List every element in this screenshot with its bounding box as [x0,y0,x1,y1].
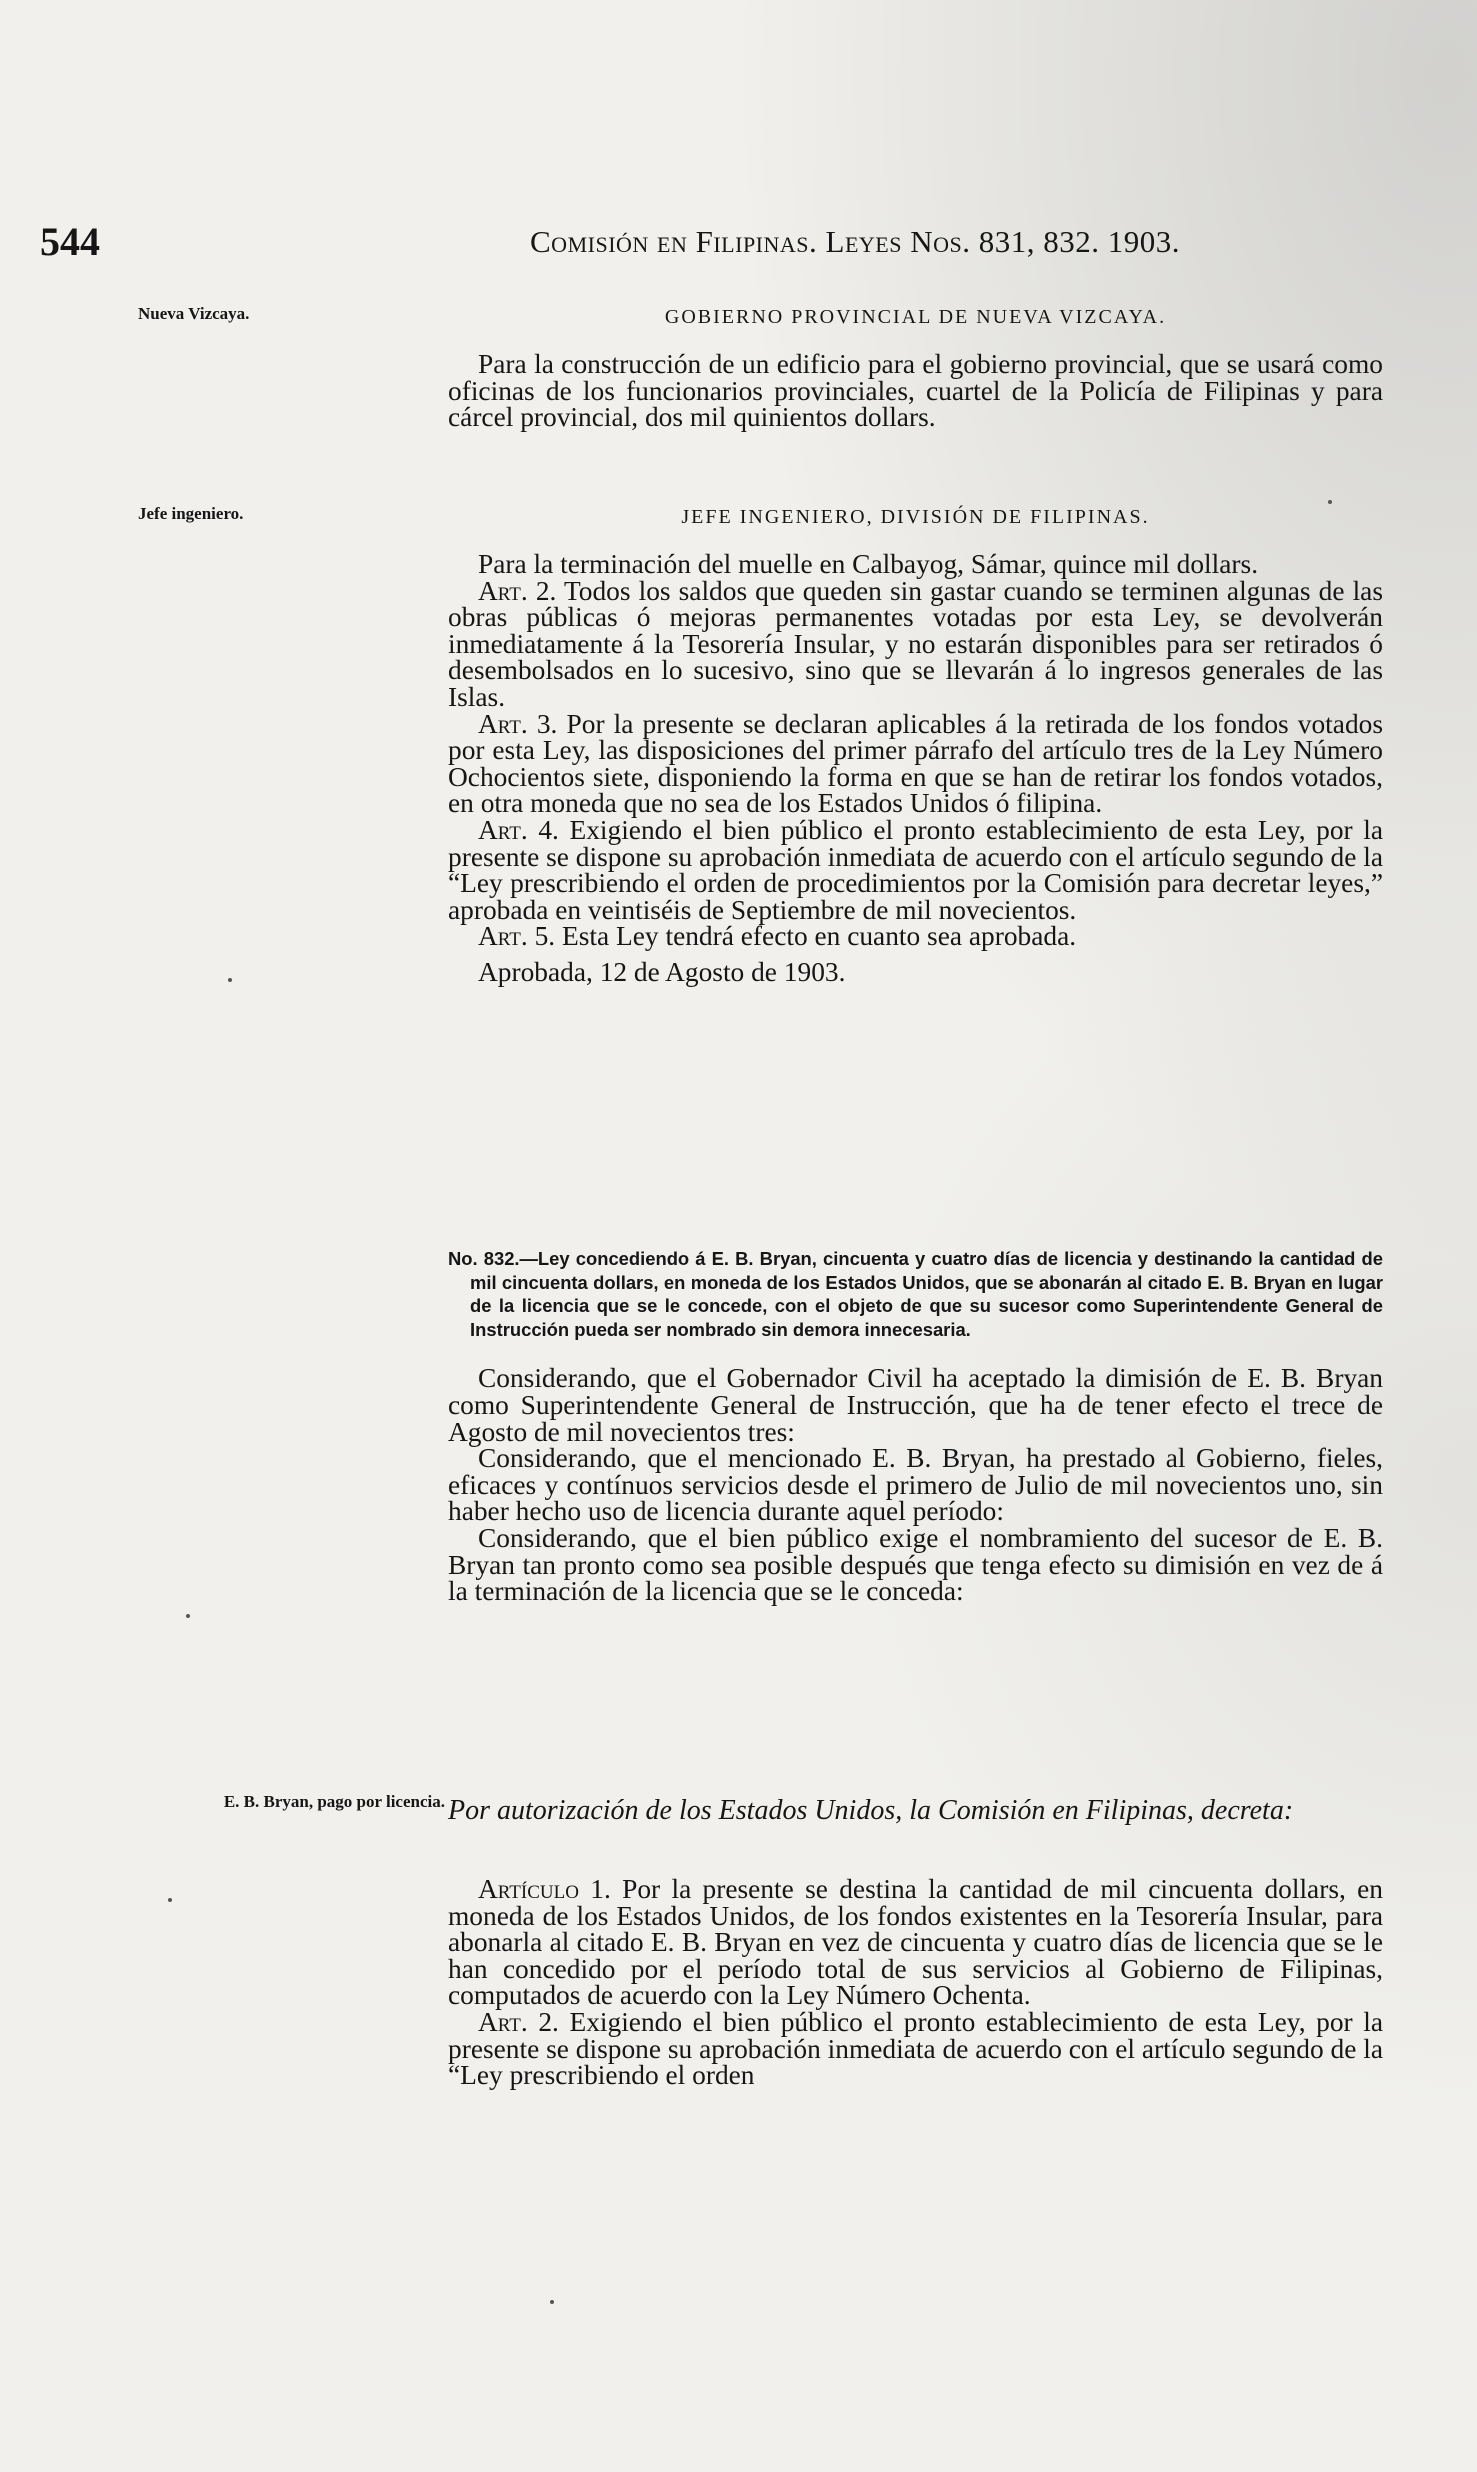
article-label: Art. 3. [478,708,558,739]
article-label: Art. 5. [478,921,556,952]
article-text: Todos los saldos que queden sin gastar cuando se terminen algunas de las obras públicas ó mejoras permanentes votadas por esta Ley, se devolverán inmediatamente á la Tesorería Insular, y no estarán disponibles para ser retirados ó desembolsados en lo sucesivo, sino que se llevarán á lo ingresos generales de las Islas. [448,575,1383,712]
scan-speck [168,1898,172,1902]
whereas-clause: Considerando, que el bien público exige el nombramiento del sucesor de E. B. Bryan tan pronto como sea posible después que tenga efecto su dimisión en vez de á la terminación de la licencia que se le conceda: [448,1522,1383,1607]
page-number: 544 [40,219,100,264]
law-832 [448,1247,1383,1605]
whereas-clauses [448,1363,1383,1607]
law-831-article-2 [448,575,1383,712]
section-heading: GOBIERNO PROVINCIAL DE NUEVA VIZCAYA. [664,306,1167,328]
section-heading: JEFE INGENIERO, DIVISIÓN DE FILIPINAS. [681,506,1150,528]
article-text: Exigiendo el bien público el pronto establecimiento de esta Ley, por la presente se dispone su aprobación inmediata de acuerdo con el artículo segundo de la “Ley prescribiendo el orden [448,2006,1383,2091]
article-label: Art. 4. [478,814,559,845]
section-nueva-vizcaya [448,306,1383,431]
paragraph: Para la construcción de un edificio para el gobierno provincial, que se usará como oficinas de los funcionarios provinciales, cuartel de la Policía de Filipinas y para cárcel provincial, dos mil quinientos dollars. [448,349,1383,433]
law-832-article-2 [448,2006,1383,2091]
article-label: Art. 2. [478,575,557,606]
law-832-title: No. 832.—Ley concediendo á E. B. Bryan, cincuenta y cuatro días de licencia y destinando la cantidad de mil cincuenta dollars, en moneda de los Estados Unidos, que se abonarán al citado E. B. Bryan en lugar de la licencia que se le concede, con el objeto de que su sucesor como Superintendente General de Instrucción pueda ser nombrado sin demora innecesaria. [448,1248,1383,1340]
scan-speck [1328,500,1332,504]
whereas-clause: Considerando, que el mencionado E. B. Bryan, ha prestado al Gobierno, fieles, eficaces y contínuos servicios desde el primero de Julio de mil novecientos uno, sin haber hecho uso de licencia durante aquel período: [448,1443,1383,1527]
scan-speck [550,2300,554,2304]
margin-note-nueva-vizcaya: Nueva Vizcaya. [138,304,250,323]
approval-date: Aprobada, 12 de Agosto de 1903. [478,956,846,987]
article-label: Art. 2. [478,2006,559,2037]
law-832-articles [448,1876,1383,2089]
law-831-article-3 [448,708,1383,819]
article-text: Por la presente se destina la cantidad de mil cincuenta dollars, en moneda de los Estados Unidos, de los fondos existentes en la Tesorería Insular, para abonarla al citado E. B. Bryan en vez de cincuenta y cuatro días de licencia que se le han concedido por el período total de sus servicios al Gobierno de Filipinas, computados de acuerdo con la Ley Número Ochenta. [448,1874,1383,2011]
paragraph: Para la terminación del muelle en Calbayog, Sámar, quince mil dollars. [478,549,1259,579]
decree-formula: Por autorización de los Estados Unidos, la Comisión en Filipinas, decreta: [448,1795,1294,1826]
margin-note-bryan: E. B. Bryan, pago por licencia. [223,1792,445,1811]
page-header [0,218,1477,268]
law-831-article-5 [448,923,1383,950]
scan-speck [228,978,232,982]
margin-note-jefe-ingeniero: Jefe ingeniero. [138,504,244,523]
law-832-article-1 [448,1876,1383,2009]
decree-block [448,1796,1383,1825]
scan-speck [186,1614,190,1618]
running-head: Comisión en Filipinas. Leyes Nos. 831, 832. 1903. [530,224,1180,259]
article-label: Artículo 1. [478,1874,611,1904]
law-831-article-4 [448,814,1383,925]
section-jefe-ingeniero [448,506,1383,986]
article-text: Por la presente se declaran aplicables á la retirada de los fondos votados por esta Ley, las disposiciones del primer párrafo del artículo tres de la Ley Número Ochocientos siete, disponiendo la forma en que se han de retirar los fondos votados, en otra moneda que no sea de los Estados Unidos ó filipina. [448,708,1383,819]
whereas-clause: Considerando, que el Gobernador Civil ha aceptado la dimisión de E. B. Bryan como Superintendente General de Instrucción, que ha de tener efecto el trece de Agosto de mil novecientos tres: [448,1363,1383,1447]
article-text: Esta Ley tendrá efecto en cuanto sea aprobada. [562,921,1077,952]
article-text: Exigiendo el bien público el pronto establecimiento de esta Ley, por la presente se dispone su aprobación inmediata de acuerdo con el artículo segundo de la “Ley prescribiendo el orden de procedimientos por la Comisión para decretar leyes,” aprobada en veintiséis de Septiembre de mil novecientos. [448,814,1383,925]
